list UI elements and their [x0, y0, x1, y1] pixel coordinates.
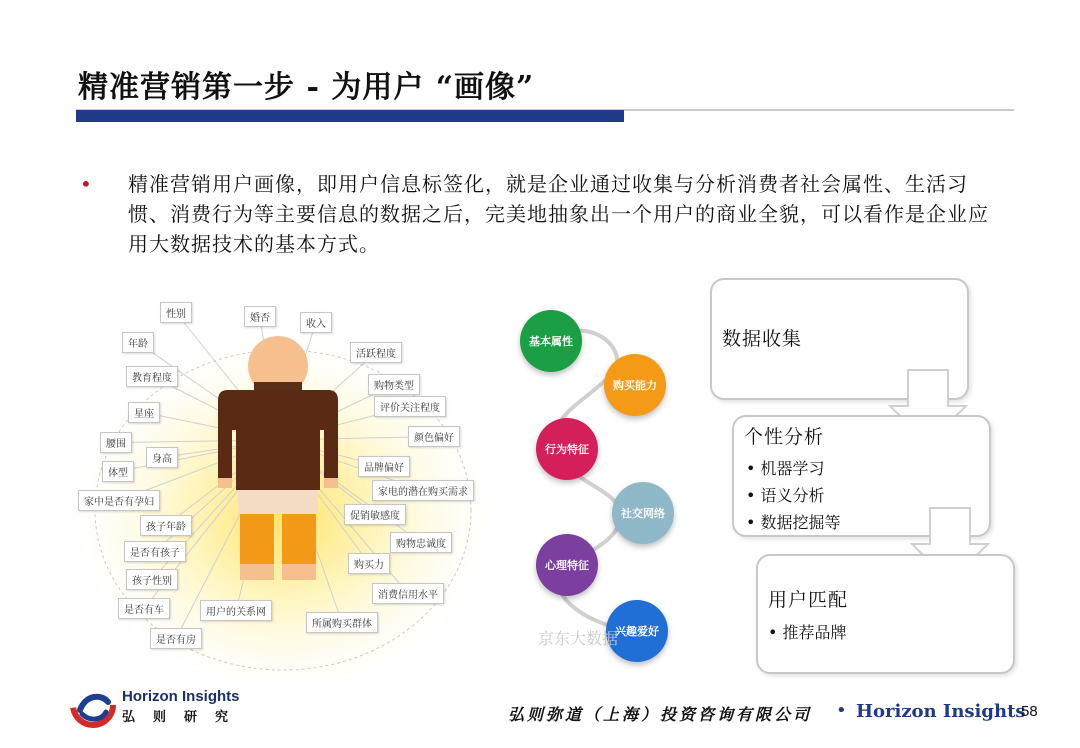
tag-waist: 腰围 — [100, 432, 132, 453]
tag-credit: 消费信用水平 — [372, 583, 444, 604]
tag-appliance-demand: 家电的潜在购买需求 — [372, 480, 474, 501]
flow-step3-title: 用户匹配 — [768, 589, 849, 611]
tag-brand-pref: 品牌偏好 — [358, 456, 410, 477]
flow-step2-item: • 机器学习 — [746, 459, 825, 478]
cycle-item-behavior: 行为特征 — [536, 418, 598, 480]
footer-company: 弘则弥道（上海）投资咨询有限公司 — [508, 705, 813, 724]
persona-diagram — [78, 290, 508, 680]
cycle-diagram — [510, 296, 690, 676]
tag-promo-sensitivity: 促销敏感度 — [344, 504, 406, 525]
tag-buyer-group: 所属购买群体 — [306, 612, 378, 633]
tag-has-car: 是否有车 — [118, 598, 170, 619]
tag-marital: 婚否 — [244, 306, 276, 327]
tag-shopping-type: 购物类型 — [368, 374, 420, 395]
flow-step2-item-label: 机器学习 — [760, 459, 825, 478]
flow-step2-item-label: 数据挖掘等 — [760, 513, 841, 532]
flow-step2-item: • 数据挖掘等 — [746, 513, 841, 532]
tag-height: 身高 — [146, 447, 178, 468]
cycle-item-psychology: 心理特征 — [536, 534, 598, 596]
logo-english: Horizon Insights — [122, 688, 240, 705]
page-number: 58 — [1021, 703, 1038, 720]
tag-age: 年龄 — [122, 332, 154, 353]
tag-purchasing-power: 购买力 — [348, 553, 390, 574]
footer-brand: Horizon Insights — [856, 701, 1026, 722]
bullet-icon: • — [80, 172, 92, 196]
flow-step3-item: • 推荐品牌 — [768, 623, 847, 642]
flow-step1-title: 数据收集 — [722, 328, 803, 350]
tag-pregnant: 家中是否有孕妇 — [78, 490, 160, 511]
tag-education: 教育程度 — [126, 366, 178, 387]
cycle-item-purchasing-ability: 购买能力 — [604, 354, 666, 416]
flow-step3-item-label: 推荐品牌 — [782, 623, 847, 642]
tag-has-house: 是否有房 — [150, 628, 202, 649]
cycle-item-interests: 兴趣爱好 — [606, 600, 668, 662]
tag-gender: 性别 — [160, 302, 192, 323]
page-title: 精准营销第一步 - 为用户 “画像” — [78, 70, 535, 105]
tag-has-child: 是否有孩子 — [124, 541, 186, 562]
flow-step2-item: • 语义分析 — [746, 486, 825, 505]
tag-body-type: 体型 — [102, 461, 134, 482]
flow-step2-item-label: 语义分析 — [760, 486, 825, 505]
footer-bullet: • — [836, 700, 847, 721]
flow-step2-title: 个性分析 — [744, 426, 825, 448]
tag-activity: 活跃程度 — [350, 342, 402, 363]
tag-relationship: 用户的关系网 — [200, 600, 272, 621]
tag-color-pref: 颜色偏好 — [408, 426, 460, 447]
logo-chinese: 弘则研究 — [122, 710, 247, 725]
tag-child-age: 孩子年龄 — [140, 515, 192, 536]
tag-loyalty: 购物忠诚度 — [390, 532, 452, 553]
tag-zodiac: 星座 — [128, 402, 160, 423]
horizon-logo-icon — [70, 682, 116, 728]
watermark-text: 京东大数据 — [538, 629, 619, 648]
flow-box-matching — [756, 554, 1015, 674]
cycle-item-basic-attributes: 基本属性 — [520, 310, 582, 372]
tag-review-focus: 评价关注程度 — [374, 396, 446, 417]
tag-child-gender: 孩子性别 — [126, 569, 178, 590]
cycle-item-social-network: 社交网络 — [612, 482, 674, 544]
intro-paragraph: 精准营销用户画像，即用户信息标签化，就是企业通过收集与分析消费者社会属性、生活习惯、消费行为等主要信息的数据之后，完美地抽象出一个用户的商业全貌，可以看作是企业应用大数据技术的基本方式。 — [128, 172, 989, 256]
tag-income: 收入 — [300, 312, 332, 333]
title-accent-bar — [76, 110, 624, 122]
